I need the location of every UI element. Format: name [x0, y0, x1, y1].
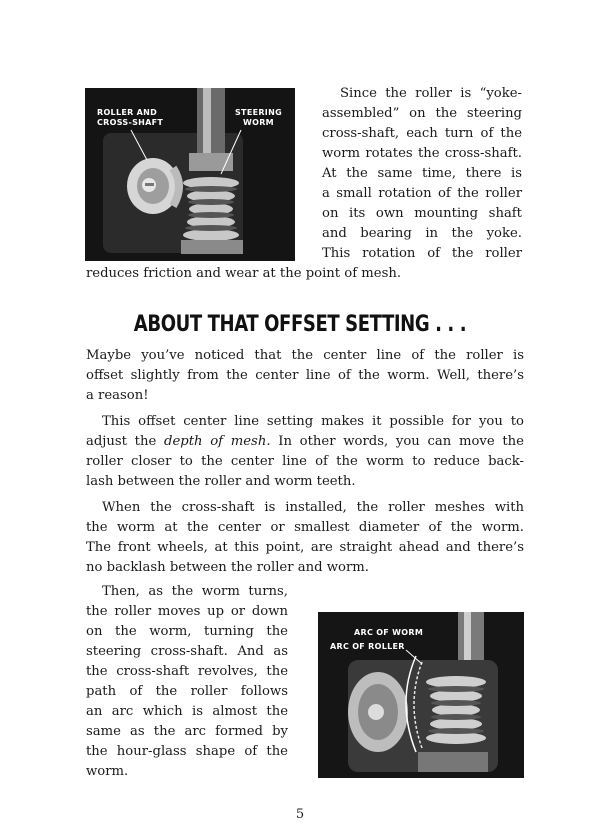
label-roller-and-cross-shaft: ROLLER AND CROSS-SHAFT — [97, 108, 164, 127]
section-heading: ABOUT THAT OFFSET SETTING . . . — [133, 312, 467, 337]
depth-of-mesh-emphasis: depth of mesh. — [164, 434, 271, 449]
intro-paragraph-last-line: reduces friction and wear at the point of mesh. — [86, 266, 402, 281]
label-steering-worm: STEERING WORM — [235, 108, 282, 127]
label-arc-of-worm: ARC OF WORM — [354, 628, 424, 637]
page-number: 5 — [295, 807, 305, 822]
depth-of-mesh-line: adjust the depth of mesh. In other words, you can move the — [86, 434, 524, 449]
intro-paragraph: Since the roller is “yoke- assembled” on the steering cross-shaft, each turn of the worm rotates the cross-shaft. At the same time, there is a small rotation of the roller on its own mounting shaft and bearing in the yoke. This rotation of the roller — [322, 86, 522, 261]
paragraph-arc-of-roller: Then, as the worm turns, the roller moves up or down on the worm, turning the steering cross-shaft. And as the cross-shaft revolves, the path of the roller follows an arc which is almost the same as the arc formed by the hour-glass shape of the worm. — [86, 584, 288, 779]
paragraph-depth-of-mesh: This offset center line setting makes it possible for you to adjust the depth of mesh. In other words, you can move the roller closer to the center line of the worm to reduce back- lash between the roller and worm teeth. — [86, 414, 524, 489]
steering-gear-photo-1 — [85, 88, 295, 261]
paragraph-cross-shaft-installed: When the cross-shaft is installed, the roller meshes with the worm at the center or smallest diameter of the worm. The front wheels, at this point, are straight ahead and there’s no backlash between the roller and worm. — [86, 500, 524, 575]
steering-gear-photo-2 — [318, 612, 524, 778]
paragraph-offset-intro: Maybe you’ve noticed that the center line of the roller is offset slightly from the center line of the worm. Well, there’s a reason! — [86, 348, 524, 403]
label-arc-of-roller: ARC OF ROLLER — [330, 642, 405, 651]
